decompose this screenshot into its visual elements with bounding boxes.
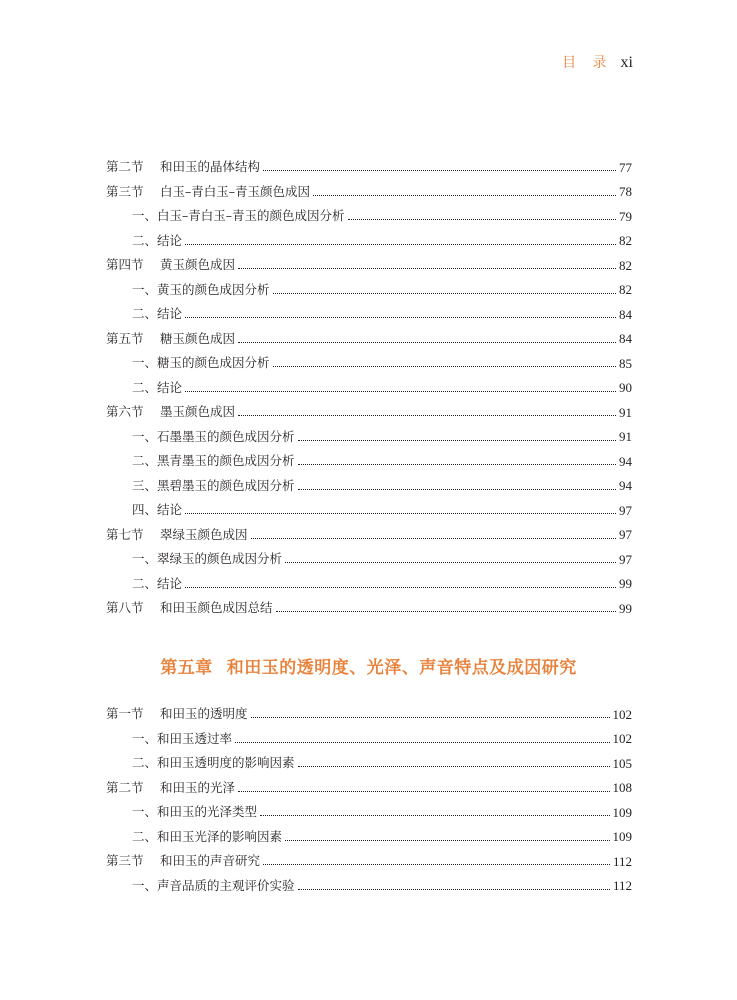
toc-section-number: 第七节 (106, 526, 144, 542)
toc-subsection-entry[interactable] (106, 351, 632, 376)
toc-page-number: 105 (612, 755, 632, 771)
toc-subsection-entry[interactable] (106, 376, 632, 401)
dot-leader (260, 814, 609, 816)
toc-page-number: 77 (619, 159, 632, 175)
dot-leader (263, 863, 610, 865)
dot-leader (273, 292, 616, 294)
toc-page-number: 82 (619, 282, 632, 298)
toc-section-entry[interactable] (106, 596, 632, 621)
toc-page-number: 84 (619, 306, 632, 322)
toc-subsection-entry[interactable] (106, 498, 632, 523)
dot-leader (238, 414, 616, 416)
toc-page-number: 79 (619, 208, 632, 224)
toc-entry-title: 一、和田玉的光泽类型 (132, 804, 258, 819)
toc-subsection-entry[interactable] (106, 572, 632, 597)
toc-section-entry[interactable] (106, 849, 632, 874)
toc-page-number: 97 (619, 527, 632, 543)
toc-page-number: 91 (619, 429, 632, 445)
dot-leader (298, 765, 610, 767)
toc-entry-title: 一、和田玉透过率 (132, 730, 233, 746)
toc-subsection-entry[interactable] (106, 874, 632, 899)
toc-section-number: 第五节 (106, 330, 144, 346)
dot-leader (251, 537, 616, 539)
toc-entry-title: 和田玉颜色成因总结 (160, 600, 273, 615)
toc-page-number: 97 (619, 551, 632, 567)
chapter-title: 和田玉的透明度、光泽、声音特点及成因研究 (226, 658, 577, 678)
dot-leader (185, 243, 616, 245)
toc-subsection-entry[interactable] (106, 547, 632, 572)
chapter-number: 第五章 (160, 658, 213, 678)
toc-entry-title: 二、黑青墨玉的颜色成因分析 (132, 453, 295, 468)
toc-section-number: 第六节 (106, 404, 144, 419)
toc-entry-title: 和田玉的声音研究 (160, 853, 261, 868)
toc-page-number: 99 (619, 576, 632, 592)
dot-leader (298, 488, 616, 490)
toc-page-number: 102 (612, 706, 632, 722)
toc-section-number: 第三节 (106, 853, 144, 868)
dot-leader (263, 169, 616, 171)
toc-page-number: 82 (619, 257, 632, 273)
toc-page-number: 112 (612, 878, 632, 894)
toc-entry-title: 黄玉颜色成因 (160, 257, 236, 272)
toc-entry-title: 墨玉颜色成因 (160, 404, 236, 419)
toc-subsection-entry[interactable] (106, 474, 632, 499)
toc-subsection-entry[interactable] (106, 449, 632, 474)
toc-entry-title: 和田玉的透明度 (160, 706, 248, 721)
toc-entry-title: 一、翠绿玉的颜色成因分析 (132, 551, 283, 566)
dot-leader (298, 439, 616, 441)
toc-section-number: 第二节 (106, 159, 144, 174)
toc-section-entry[interactable] (106, 327, 632, 352)
header-page-number: xi (620, 54, 633, 71)
toc-page-number: 91 (619, 404, 632, 420)
toc-section-number: 第四节 (106, 257, 144, 272)
toc-page-number: 102 (612, 731, 632, 747)
toc-page-number: 85 (619, 355, 632, 371)
toc-entry-title: 三、黑碧墨玉的颜色成因分析 (132, 477, 295, 493)
toc-page-number: 97 (619, 502, 632, 518)
toc-entry-title: 一、石墨墨玉的颜色成因分析 (132, 428, 295, 444)
toc-section-entry[interactable] (106, 155, 632, 180)
toc-entry-title: 二、结论 (132, 306, 183, 321)
toc-page-number: 78 (619, 184, 632, 200)
toc-entry-title: 二、结论 (132, 575, 183, 591)
toc-page-number: 99 (619, 600, 632, 616)
toc-section-entry[interactable] (106, 180, 632, 205)
toc-entry-title: 二、和田玉光泽的影响因素 (132, 828, 283, 844)
toc-subsection-entry[interactable] (106, 204, 632, 229)
toc-entry-title: 二、结论 (132, 379, 183, 395)
toc-entry-title: 糖玉颜色成因 (160, 330, 236, 346)
toc-page-number: 109 (612, 829, 632, 845)
dot-leader (348, 218, 616, 220)
dot-leader (185, 512, 616, 514)
dot-leader (185, 390, 616, 392)
toc-page-number: 109 (612, 804, 632, 820)
header-label: 目 录 (562, 55, 613, 71)
toc-entry-title: 和田玉的光泽 (160, 779, 236, 795)
toc-section-entry[interactable] (106, 776, 632, 801)
chapter-heading[interactable] (0, 653, 737, 678)
toc-page-number: 82 (619, 233, 632, 249)
dot-leader (298, 463, 616, 465)
toc-subsection-entry[interactable] (106, 229, 632, 254)
toc-section-entry[interactable] (106, 523, 632, 548)
toc-entry-title: 和田玉的晶体结构 (160, 159, 261, 174)
toc-section-number: 第二节 (106, 779, 144, 795)
toc-page-number: 108 (612, 780, 632, 796)
toc-section-entry[interactable] (106, 702, 632, 727)
dot-leader (313, 194, 616, 196)
dot-leader (185, 586, 616, 588)
dot-leader (238, 341, 616, 343)
toc-page-number: 94 (619, 453, 632, 469)
toc-section-number: 第八节 (106, 600, 144, 615)
toc-entry-title: 一、白玉–青白玉–青玉的颜色成因分析 (132, 208, 345, 223)
dot-leader (285, 561, 616, 563)
toc-section-number: 第一节 (106, 706, 144, 721)
toc-entry-title: 一、糖玉的颜色成因分析 (132, 355, 270, 370)
toc-page-number: 94 (619, 478, 632, 494)
dot-leader (238, 267, 616, 269)
toc-entry-title: 白玉–青白玉–青玉颜色成因 (160, 183, 311, 199)
toc-list-bottom (106, 702, 632, 898)
toc-section-entry[interactable] (106, 400, 632, 425)
toc-entry-title: 四、结论 (132, 502, 183, 517)
toc-entry-title: 二、结论 (132, 232, 183, 248)
toc-entry-title: 二、和田玉透明度的影响因素 (132, 755, 295, 770)
toc-subsection-entry[interactable] (106, 751, 632, 776)
dot-leader (273, 365, 616, 367)
toc-page-number: 90 (619, 380, 632, 396)
toc-page-number: 112 (612, 853, 632, 869)
dot-leader (251, 716, 610, 718)
toc-entry-title: 一、声音品质的主观评价实验 (132, 877, 295, 893)
dot-leader (276, 610, 616, 612)
toc-list-top (106, 155, 632, 621)
toc-subsection-entry[interactable] (106, 800, 632, 825)
toc-subsection-entry[interactable] (106, 425, 632, 450)
toc-subsection-entry[interactable] (106, 727, 632, 752)
toc-subsection-entry[interactable] (106, 825, 632, 850)
toc-subsection-entry[interactable] (106, 278, 632, 303)
toc-subsection-entry[interactable] (106, 302, 632, 327)
dot-leader (238, 790, 609, 792)
dot-leader (235, 741, 609, 743)
toc-section-entry[interactable] (106, 253, 632, 278)
dot-leader (298, 888, 610, 890)
toc-entry-title: 一、黄玉的颜色成因分析 (132, 281, 270, 297)
running-header (562, 52, 633, 74)
dot-leader (185, 316, 616, 318)
dot-leader (285, 839, 609, 841)
toc-section-number: 第三节 (106, 183, 144, 199)
toc-entry-title: 翠绿玉颜色成因 (160, 526, 248, 542)
toc-page-number: 84 (619, 331, 632, 347)
